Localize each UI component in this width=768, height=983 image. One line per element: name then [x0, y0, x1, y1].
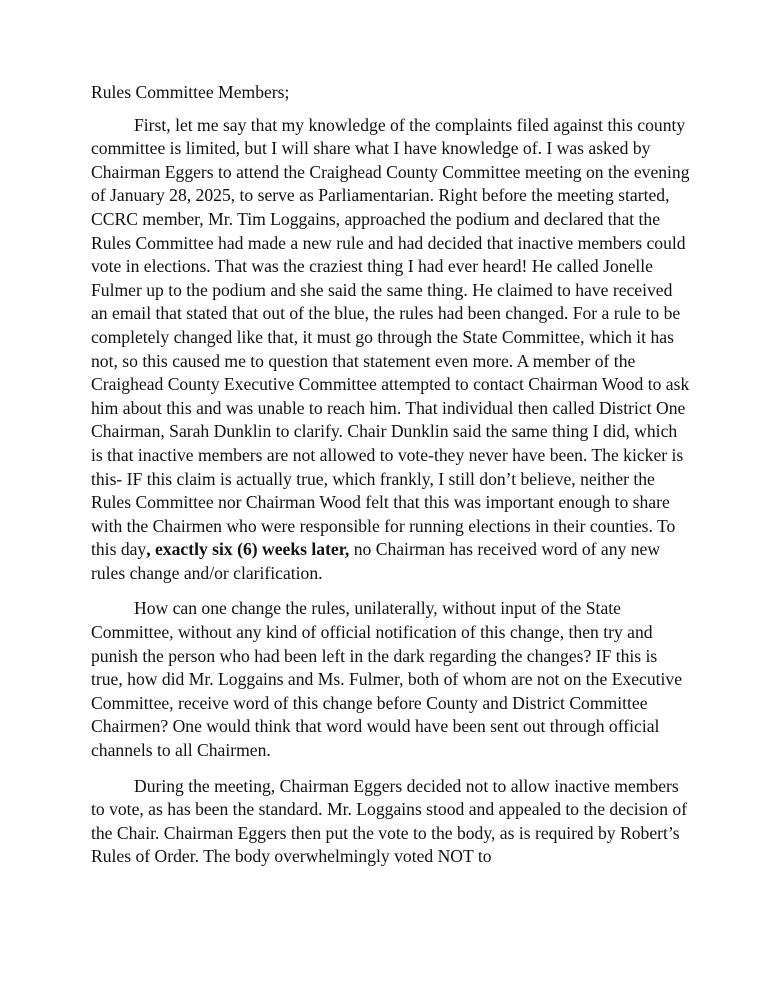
paragraph-1-bold-text: , exactly six (6) weeks later, [146, 539, 350, 560]
letter-body [91, 81, 691, 881]
paragraph-1-text-end: no Chairman has received word of any new rules change and/or clarification. [91, 539, 661, 583]
paragraph-3: During the meeting, Chairman Eggers decided not to allow inactive members to vote, as has been the standard. Mr. Loggains stood and appealed to the decision of the Chair. Chairman Eggers then put the vote to the body, as is required by Robert’s Rules of Order. The body overwhelmingly voted NOT to [91, 775, 688, 867]
paragraph-1-text-start: First, let me say that my knowledge of the complaints filed against this county committee is limited, but I will share what I have knowledge of. I was asked by Chairman Eggers to attend the Craighead County Committee meeting on the evening of January 28, 2025, to serve as Parliamentarian. Right before the meeting started, CCRC member, Mr. Tim Loggains, approached the podium and declared that the Rules Committee had made a new rule and had decided that inactive members could vote in elections. That was the craziest thing I had ever heard! He called Jonelle Fulmer up to the podium and she said the same thing. He claimed to have received an email that stated that out of the blue, the rules had been changed. For a rule to be completely changed like that, it must go through the State Committee, which it has not, so this caused me to question that statement even more. A member of the Craighead County Executive Committee attempted to contact Chairman Wood to ask him about this and was unable to reach him. That individual then called District One Chairman, Sarah Dunklin to clarify. Chair Dunklin said the same thing I did, which is that inactive members are not allowed to vote-they never have been. The kicker is this- IF this claim is actually true, which frankly, I still don’t believe, neither the Rules Committee nor Chairman Wood felt that this was important enough to share with the Chairmen who were responsible for running elections in their counties. To this day [91, 114, 690, 560]
paragraph-2: How can one change the rules, unilaterally, without input of the State Committee, without any kind of official notification of this change, then try and punish the person who had been left in the dark regarding the changes? IF this is true, how did Mr. Loggains and Ms. Fulmer, both of whom are not on the Executive Committee, receive word of this change before County and District Committee Chairmen? One would think that word would have been sent out through official channels to all Chairmen. [91, 598, 683, 761]
salutation: Rules Committee Members; [91, 82, 290, 102]
paragraph-1 [91, 114, 691, 586]
